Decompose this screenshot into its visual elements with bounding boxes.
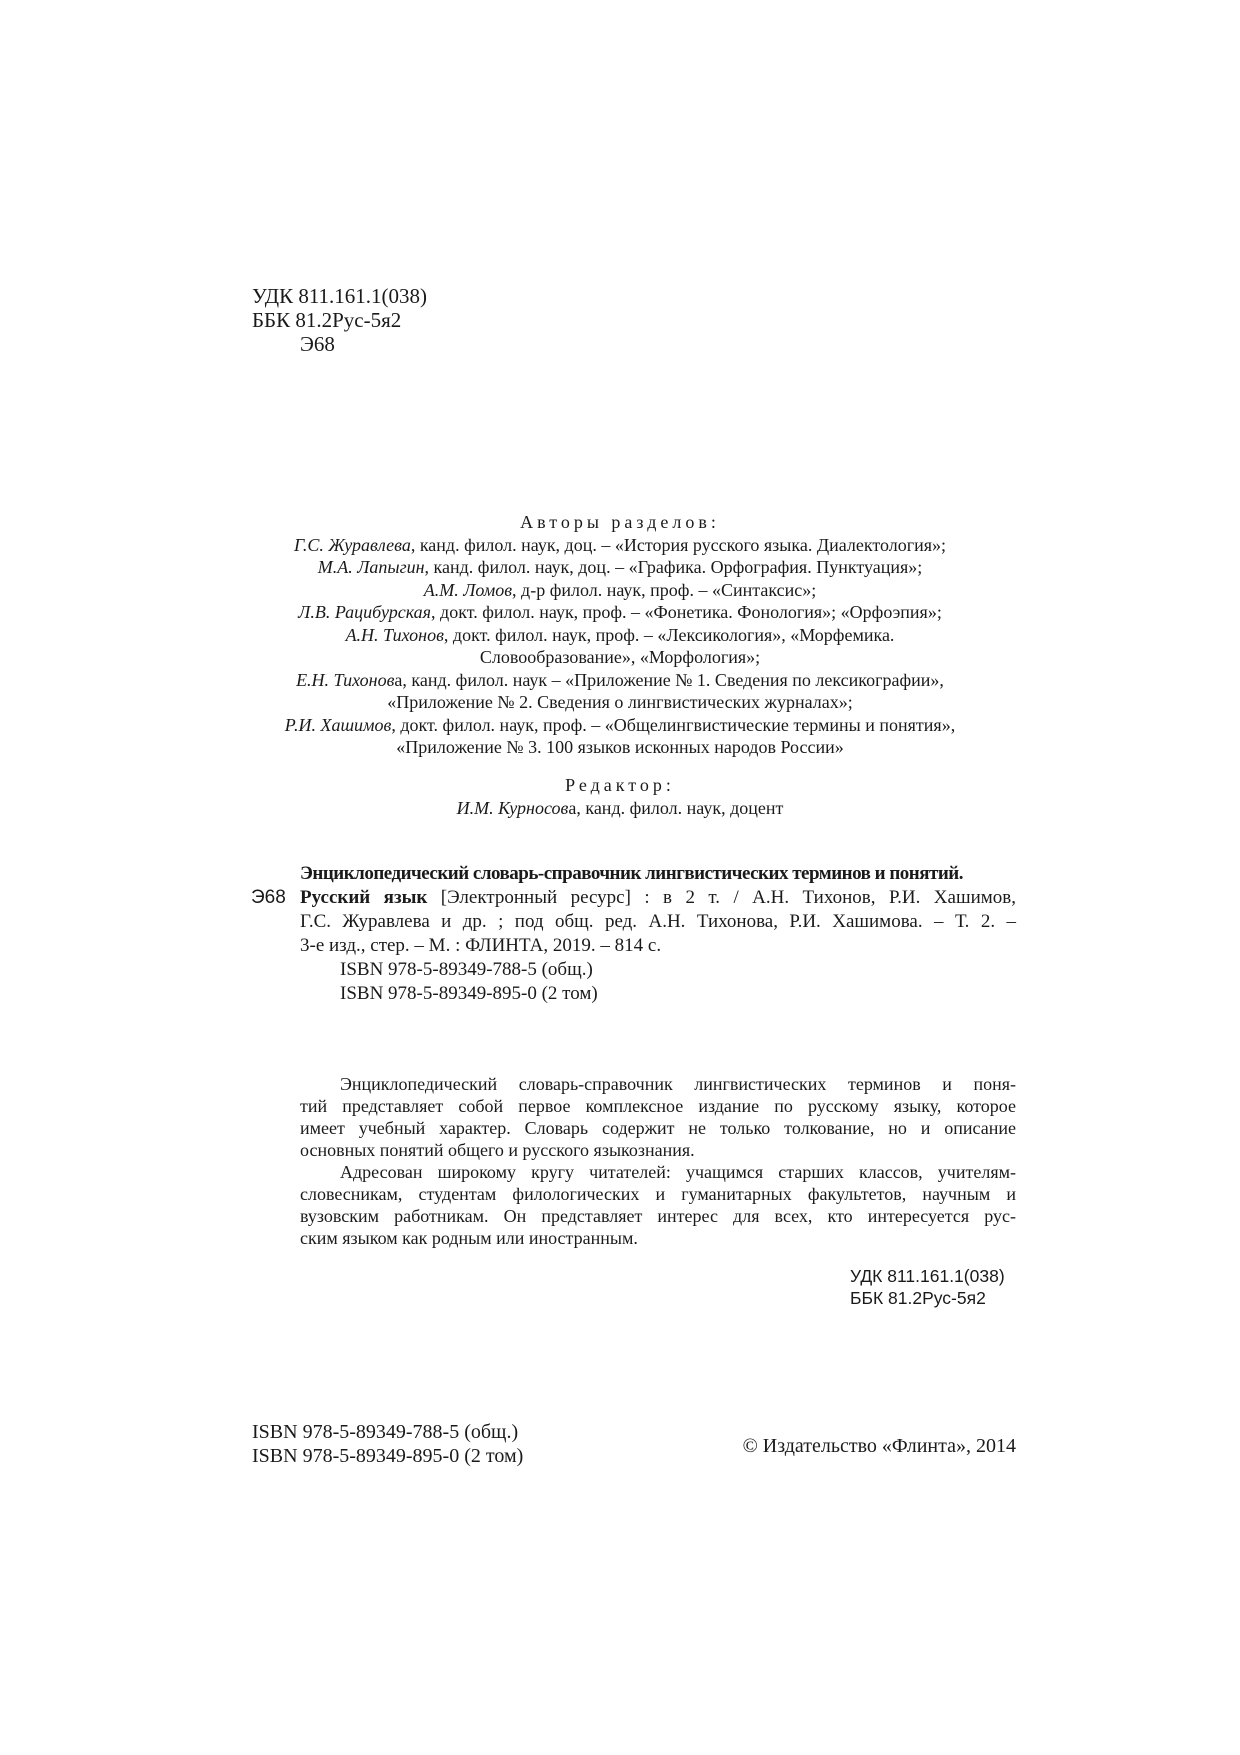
biblio-isbn-volume: ISBN 978-5-89349-895-0 (2 том) xyxy=(340,983,598,1004)
biblio-line-2: Г.С. Журавлева и др. ; под общ. ред. А.Н. Тихонова, Р.И. Хашимова. – Т. 2. – xyxy=(300,911,1016,932)
footer-isbn-volume: ISBN 978-5-89349-895-0 (2 том) xyxy=(252,1445,524,1467)
footer-isbn xyxy=(252,1420,523,1468)
author-line: А.Н. Тихонов, докт. филол. наук, проф. – «Лексикология», «Морфемика. xyxy=(345,624,895,645)
annotation-line: имеет учебный характер. Словарь содержит не только толкование, но и описание xyxy=(300,1118,1016,1138)
annotation-line: вузовским работникам. Он представляет интерес для всех, кто интересуется рус- xyxy=(300,1206,1016,1226)
annotation-bbk: ББК 81.2Рус-5я2 xyxy=(850,1288,986,1308)
biblio-title: Энциклопедический словарь-справочник лингвистических терминов и понятий. xyxy=(300,863,963,884)
annotation-udk: УДК 811.161.1(038) xyxy=(850,1266,1005,1286)
bibliographic-record xyxy=(300,862,1016,1006)
editor-block xyxy=(0,774,1240,820)
biblio-line-1: Русский язык [Электронный ресурс] : в 2 т. / А.Н. Тихонов, Р.И. Хашимов, xyxy=(300,887,1016,908)
annotation-line: основных понятий общего и русского языкознания. xyxy=(300,1140,695,1160)
udk-code: УДК 811.161.1(038) xyxy=(252,284,428,308)
author-line: А.М. Ломов, д-р филол. наук, проф. – «Синтаксис»; xyxy=(423,579,817,600)
author-line: Р.И. Хашимов, докт. филол. наук, проф. – «Общелингвистические термины и понятия», xyxy=(284,714,956,735)
annotation-classification xyxy=(850,1265,1005,1309)
author-line-continued: «Приложение № 2. Сведения о лингвистических журналах»; xyxy=(387,692,853,712)
editor-line: И.М. Курносова, канд. филол. наук, доцент xyxy=(456,798,784,818)
author-line: Е.Н. Тихонова, канд. филол. наук – «Приложение № 1. Сведения по лексикографии», xyxy=(296,669,944,690)
author-sign: Э68 xyxy=(300,332,335,356)
annotation-line: словесникам, студентам филологических и гуманитарных факультетов, научным и xyxy=(300,1184,1016,1204)
author-line-continued: «Приложение № 3. 100 языков исконных народов России» xyxy=(396,737,844,757)
author-line: М.А. Лапыгин, канд. филол. наук, доц. – «Графика. Орфография. Пунктуация»; xyxy=(317,557,923,577)
biblio-isbn-general: ISBN 978-5-89349-788-5 (общ.) xyxy=(340,959,593,980)
biblio-line-3: 3-е изд., стер. – М. : ФЛИНТА, 2019. – 814 с. xyxy=(300,935,662,956)
annotation-line: Энциклопедический словарь-справочник лингвистических терминов и поня- xyxy=(340,1074,1016,1094)
copyright-notice: © Издательство «Флинта», 2014 xyxy=(742,1435,1016,1457)
annotation xyxy=(300,1073,1016,1249)
authors-heading: Авторы разделов: xyxy=(520,512,720,532)
annotation-line: ским языком как родным или иностранным. xyxy=(300,1228,638,1248)
classification-header xyxy=(252,284,427,356)
annotation-line: тий представляет собой первое комплексное издание по русскому языку, которое xyxy=(300,1096,1016,1116)
annotation-line: Адресован широкому кругу читателей: учащимся старших классов, учителям- xyxy=(340,1162,1016,1182)
authors-block xyxy=(0,511,1240,759)
footer-isbn-general: ISBN 978-5-89349-788-5 (общ.) xyxy=(252,1421,519,1443)
editor-heading: Редактор: xyxy=(565,775,675,795)
biblio-author-sign: Э68 xyxy=(251,887,286,908)
author-line: Г.С. Журавлева, канд. филол. наук, доц. – «История русского языка. Диалектология»; xyxy=(293,534,947,555)
author-line-continued: Словообразование», «Морфология»; xyxy=(479,647,761,667)
author-line: Л.В. Рацибурская, докт. филол. наук, проф. – «Фонетика. Фонология»; «Орфоэпия»; xyxy=(298,602,942,622)
bbk-code: ББК 81.2Рус-5я2 xyxy=(252,308,402,332)
